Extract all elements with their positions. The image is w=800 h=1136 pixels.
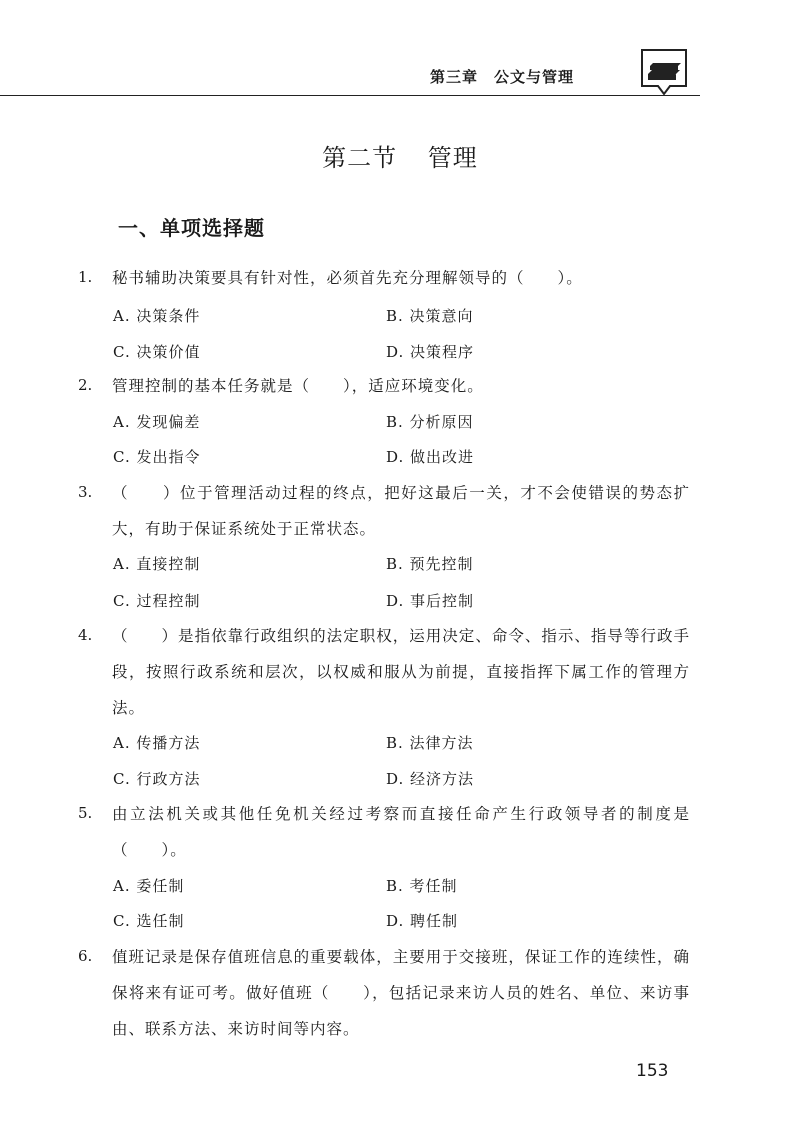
sub-heading: 一、单项选择题	[118, 216, 265, 240]
option-d: D. 经济方法	[386, 770, 475, 788]
question-text: 由立法机关或其他任免机关经过考察而直接任命产生行政领导者的制度是（ ）。	[112, 805, 690, 859]
option-b: B. 预先控制	[386, 555, 474, 573]
section-title: 第二节 管理	[322, 144, 478, 172]
book-stack-icon	[640, 48, 688, 98]
question-text: 值班记录是保存值班信息的重要载体，主要用于交接班，保证工作的连续性，确保将来有证可考。做好值班（ ），包括记录来访人员的姓名、单位、来访事由、联系方法、来访时间等内容。	[112, 948, 690, 1038]
question-number: 2.	[78, 376, 93, 394]
question-text: 秘书辅助决策要具有针对性，必须首先充分理解领导的（ ）。	[112, 269, 583, 287]
option-b: B. 考任制	[386, 877, 458, 895]
option-a: A. 决策条件	[113, 307, 201, 325]
page-number: 153	[636, 1061, 669, 1081]
question-number: 6.	[78, 947, 93, 965]
option-c: C. 过程控制	[113, 592, 201, 610]
question-number: 3.	[78, 483, 93, 501]
option-a: A. 发现偏差	[113, 413, 201, 431]
question-text: （ ）位于管理活动过程的终点，把好这最后一关，才不会使错误的势态扩大，有助于保证系统处于正常状态。	[112, 484, 690, 538]
option-c: C. 发出指令	[113, 448, 201, 466]
option-b: B. 决策意向	[386, 307, 474, 325]
option-d: D. 决策程序	[386, 343, 475, 361]
option-b: B. 分析原因	[386, 413, 474, 431]
chapter-header-title: 第三章 公文与管理	[430, 68, 575, 86]
question-number: 5.	[78, 804, 93, 822]
option-a: A. 委任制	[113, 877, 185, 895]
question-number: 4.	[78, 626, 93, 644]
option-b: B. 法律方法	[386, 734, 474, 752]
question-number: 1.	[78, 268, 93, 286]
option-a: A. 直接控制	[113, 555, 201, 573]
option-d: D. 做出改进	[386, 448, 475, 466]
question-text: 管理控制的基本任务就是（ ），适应环境变化。	[112, 377, 484, 395]
option-c: C. 选任制	[113, 912, 185, 930]
option-a: A. 传播方法	[113, 734, 201, 752]
header-divider	[0, 95, 700, 96]
option-c: C. 决策价值	[113, 343, 201, 361]
question-text: （ ）是指依靠行政组织的法定职权，运用决定、命令、指示、指导等行政手段，按照行政系统和层次，以权威和服从为前提，直接指挥下属工作的管理方法。	[112, 627, 690, 717]
option-d: D. 聘任制	[386, 912, 459, 930]
option-d: D. 事后控制	[386, 592, 475, 610]
option-c: C. 行政方法	[113, 770, 201, 788]
